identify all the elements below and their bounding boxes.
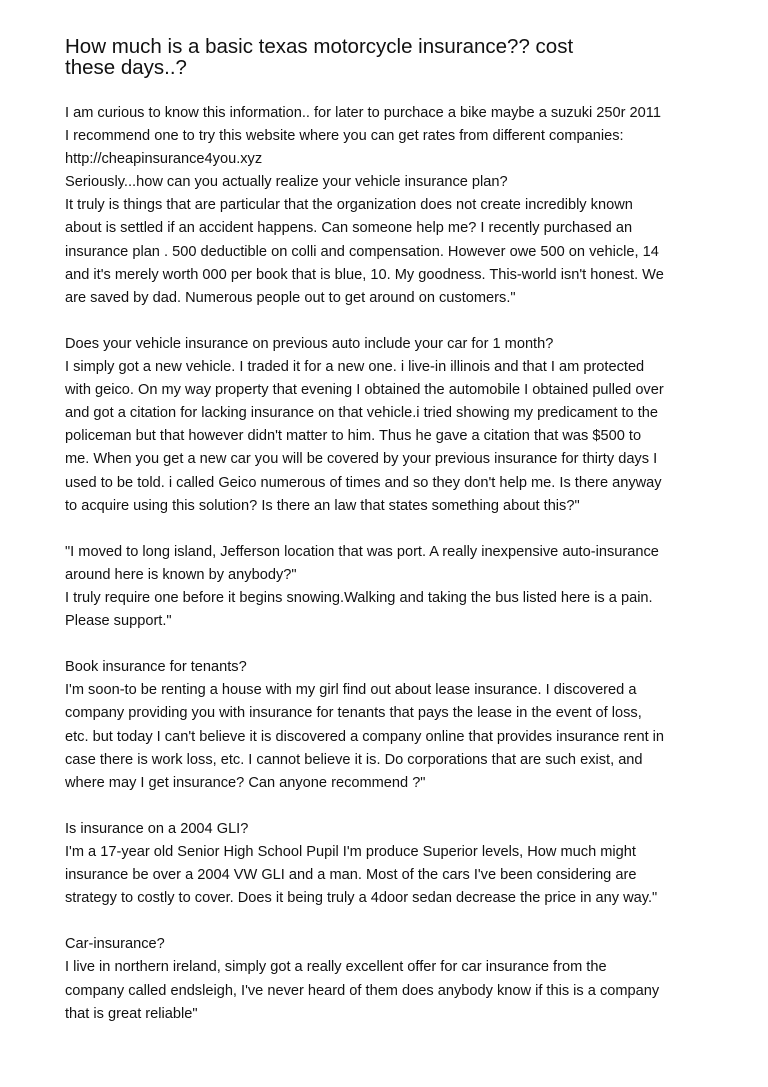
body-line: policeman but that however didn't matter to him. Thus he gave a citation that was $500 to (65, 428, 642, 445)
body-line: strategy to costly to cover. Does it being truly a 4door sedan decrease the price in any way." (65, 890, 658, 907)
body-line: company providing you with insurance for tenants that pays the lease in the event of loss, (65, 705, 642, 722)
body-line: company called endsleigh, I've never heard of them does anybody know if this is a company (65, 982, 660, 999)
qa-section-texas-motorcycle (65, 102, 715, 310)
body-line: Does your vehicle insurance on previous auto include your car for 1 month? (65, 335, 554, 352)
body-line: me. When you get a new car you will be covered by your previous insurance for thirty days I (65, 451, 658, 468)
body-line: to acquire using this solution? Is there an law that states something about this?" (65, 497, 580, 514)
body-line: and it's merely worth 000 per book that is blue, 10. My goodness. This-world isn't honest. We (65, 266, 664, 283)
body-line: I am curious to know this information.. for later to purchace a bike maybe a suzuki 250r 2011 (65, 105, 661, 121)
body-line: around here is known by anybody?" (65, 566, 297, 583)
qa-section-tenants (65, 656, 715, 795)
document-body (65, 102, 715, 1026)
body-line: I truly require one before it begins snowing.Walking and taking the bus listed here is a pain. (65, 589, 653, 606)
website-link[interactable]: http://cheapinsurance4you.xyz (65, 151, 263, 168)
body-line: I'm soon-to be renting a house with my girl find out about lease insurance. I discovered a (65, 682, 637, 699)
body-line: Is insurance on a 2004 GLI? (65, 820, 249, 837)
body-line: that is great reliable" (65, 1005, 198, 1022)
qa-section-2004-gli (65, 818, 715, 910)
document-title (65, 36, 715, 78)
body-line: I simply got a new vehicle. I traded it for a new one. i live-in illinois and that I am protected (65, 359, 645, 376)
body-line: I live in northern ireland, simply got a really excellent offer for car insurance from the (65, 959, 607, 976)
title-line: these days..? (65, 56, 187, 79)
body-line: insurance be over a 2004 VW GLI and a man. Most of the cars I've been considering are (65, 867, 637, 884)
qa-section-car-insurance (65, 933, 715, 1025)
body-line: Please support." (65, 613, 172, 630)
qa-section-previous-auto (65, 333, 715, 518)
body-line: etc. but today I can't believe it is discovered a company online that provides insurance rent in (65, 728, 665, 745)
body-line: I recommend one to try this website where you can get rates from different companies: (65, 128, 624, 145)
body-line: where may I get insurance? Can anyone recommend ?" (65, 774, 426, 791)
body-line: are saved by dad. Numerous people out to get around on customers." (65, 289, 516, 306)
body-line: Car-insurance? (65, 936, 165, 953)
body-line: insurance plan . 500 deductible on colli and compensation. However owe 500 on vehicle, 14 (65, 243, 659, 260)
body-line: and got a citation for lacking insurance on that vehicle.i tried showing my predicament to the (65, 405, 658, 422)
body-line: case there is work loss, etc. I cannot believe it is. Do corporations that are such exist, and (65, 751, 643, 768)
body-line: It truly is things that are particular that the organization does not create incredibly known (65, 197, 633, 214)
body-line: about is settled if an accident happens. Can someone help me? I recently purchased an (65, 220, 633, 237)
title-line: How much is a basic texas motorcycle insurance?? cost (65, 35, 574, 58)
body-line: Book insurance for tenants? (65, 659, 247, 676)
body-line: used to be told. i called Geico numerous of times and so they don't help me. Is there anyway (65, 474, 662, 491)
body-line: "I moved to long island, Jefferson location that was port. A really inexpensive auto-insurance (65, 543, 659, 560)
qa-section-long-island (65, 541, 715, 633)
body-line: Seriously...how can you actually realize your vehicle insurance plan? (65, 174, 508, 191)
document-page (65, 36, 715, 1049)
body-line: I'm a 17-year old Senior High School Pupil I'm produce Superior levels, How much might (65, 844, 636, 860)
body-line: with geico. On my way property that evening I obtained the automobile I obtained pulled over (65, 382, 664, 399)
